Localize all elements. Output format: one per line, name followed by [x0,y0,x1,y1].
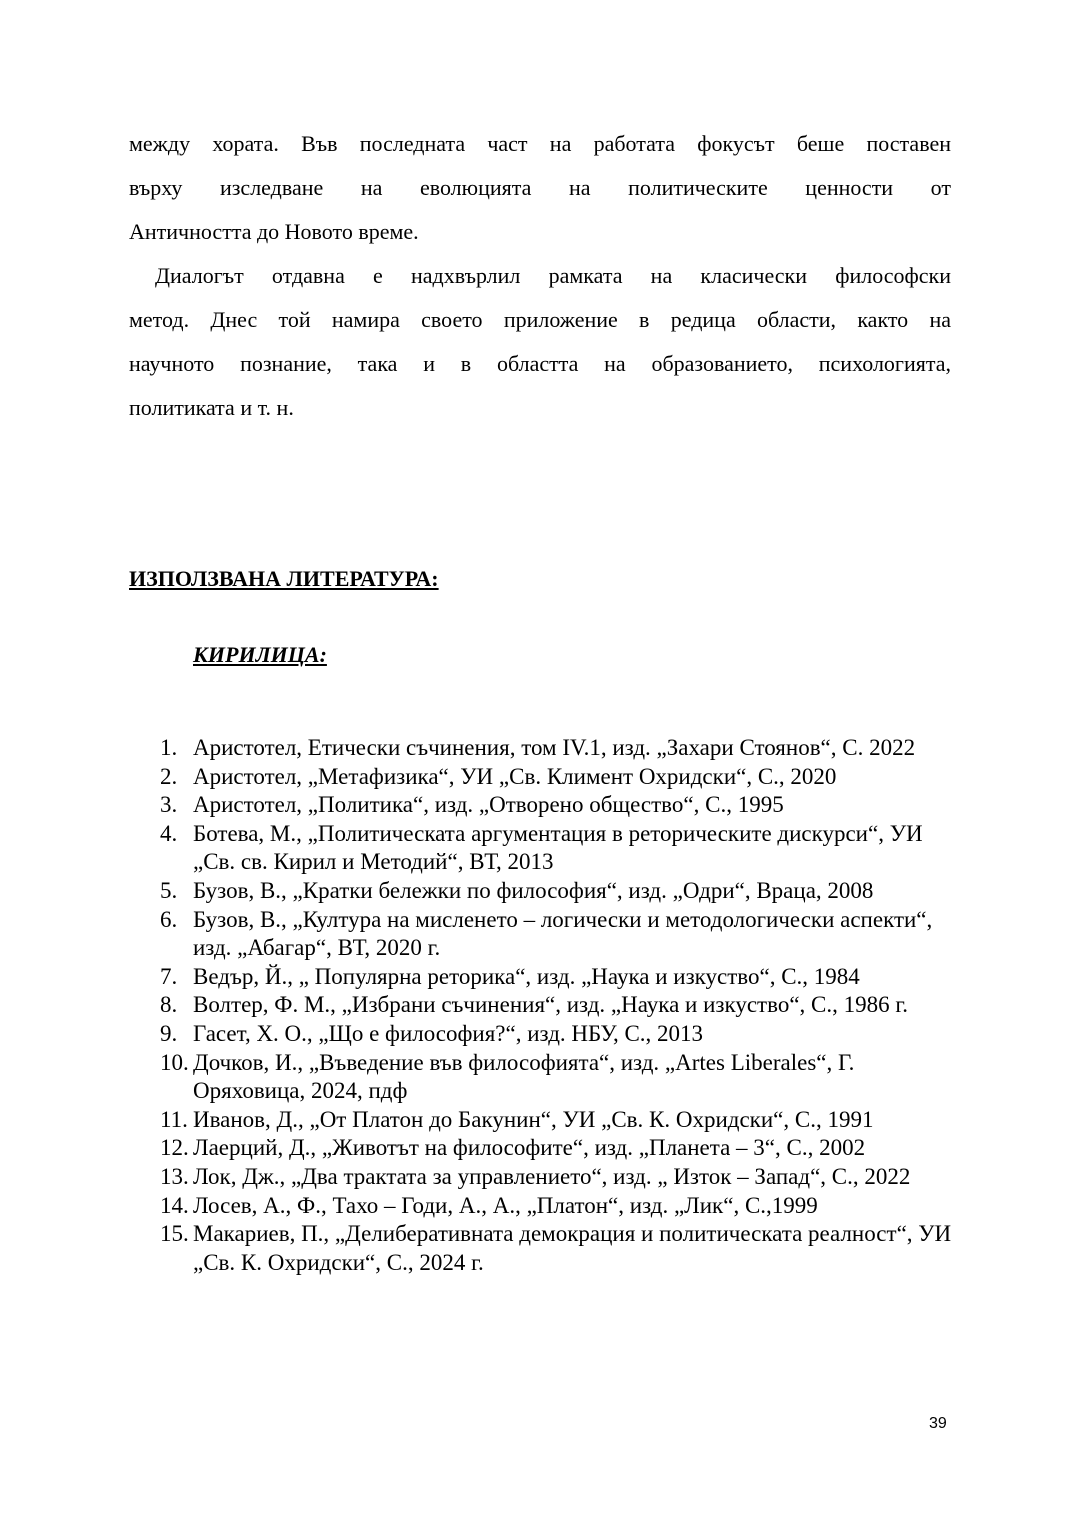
reference-text: Лок, Дж., „Два трактата за управлението“, изд. „ Изток – Запад“, С., 2022 [193,1163,911,1189]
reference-number: 2. [160,763,178,789]
reference-text: Аристотел, Етически съчинения, том IV.1, изд. „Захари Стоянов“, С. 2022 [193,735,916,760]
reference-item [160,1163,960,1192]
reference-text: Бузов, В., „Кратки бележки по философия“, изд. „Одри“, Враца, 2008 [193,877,874,903]
reference-item [160,906,960,963]
reference-item [160,1134,960,1163]
reference-number: 13. [160,1163,189,1189]
reference-list [160,734,960,1277]
reference-number: 7. [160,963,178,989]
reference-text: Лосев, А., Ф., Тахо – Годи, А., А., „Платон“, изд. „Лик“, С.,1999 [193,1192,818,1218]
text-line: върху изследване на еволюцията на политическите ценности от [129,175,951,200]
references-heading: ИЗПОЛЗВАНА ЛИТЕРАТУРА: [129,566,439,591]
reference-number: 15. [160,1221,189,1247]
reference-number: 12. [160,1135,189,1161]
reference-item [160,877,960,906]
reference-text: Волтер, Ф. М., „Избрани съчинения“, изд. „Наука и изкуство“, С., 1986 г. [193,992,908,1018]
reference-text: Лаерций, Д., „Животът на философите“, изд. „Планета – 3“, С., 2002 [193,1135,866,1161]
reference-number: 1. [160,735,178,760]
reference-item [160,1020,960,1049]
reference-number: 6. [160,906,178,932]
reference-number: 9. [160,1020,178,1046]
reference-text: Ботева, М., „Политическата аргументация в реторическите дискурси“, УИ „Св. св. Кирил и Методий“, ВТ, 2013 [193,820,923,875]
reference-item [160,991,960,1020]
reference-text: Ведър, Й., „ Популярна реторика“, изд. „Наука и изкуство“, С., 1984 [193,963,860,989]
page-number: 39 [929,1415,947,1432]
reference-text: Иванов, Д., „От Платон до Бакунин“, УИ „Св. К. Охридски“, С., 1991 [193,1106,874,1132]
reference-number: 11. [160,1106,188,1132]
reference-text: Бузов, В., „Култура на мисленето – логически и методологически аспекти“, изд. „Абагар“, ВТ, 2020 г. [193,906,933,961]
text-line: метод. Днес той намира своето приложение в редица области, както на [129,307,951,332]
reference-item [160,791,960,820]
text-line: научното познание, така и в областта на образованието, психологията, [129,351,951,376]
reference-number: 14. [160,1192,189,1218]
body-paragraph-1 [129,122,951,254]
text-line: Античността до Новото време. [129,219,419,244]
body-paragraph-2 [129,254,951,430]
reference-text: Дочков, И., „Въведение във философията“, изд. „Artes Liberales“, Г. Оряховица, 2024, пдф [193,1049,855,1104]
reference-text: Гасет, Х. О., „Що е философия?“, изд. НБУ, С., 2013 [193,1020,704,1046]
reference-item [160,1106,960,1135]
reference-number: 10. [160,1049,189,1075]
text-line: Диалогът отдавна е надхвърлил рамката на класически философски [155,263,951,288]
reference-item [160,763,960,792]
text-line: между хората. Във последната част на работата фокусът беше поставен [129,131,951,156]
cyrillic-subheading: КИРИЛИЦА: [193,642,327,667]
reference-text: Аристотел, „Метафизика“, УИ „Св. Климент Охридски“, С., 2020 [193,763,837,789]
reference-item [160,734,960,763]
text-line: политиката и т. н. [129,395,294,420]
reference-number: 4. [160,820,178,846]
reference-item [160,1192,960,1221]
reference-number: 3. [160,792,178,818]
reference-item [160,1049,960,1106]
reference-item [160,963,960,992]
reference-number: 5. [160,877,178,903]
reference-item [160,820,960,877]
reference-item [160,1220,960,1277]
reference-number: 8. [160,992,178,1018]
reference-text: Аристотел, „Политика“, изд. „Отворено общество“, С., 1995 [193,792,784,818]
reference-text: Макариев, П., „Делиберативната демокрация и политическата реалност“, УИ „Св. К. Охридски“, С., 2024 г. [193,1221,952,1275]
